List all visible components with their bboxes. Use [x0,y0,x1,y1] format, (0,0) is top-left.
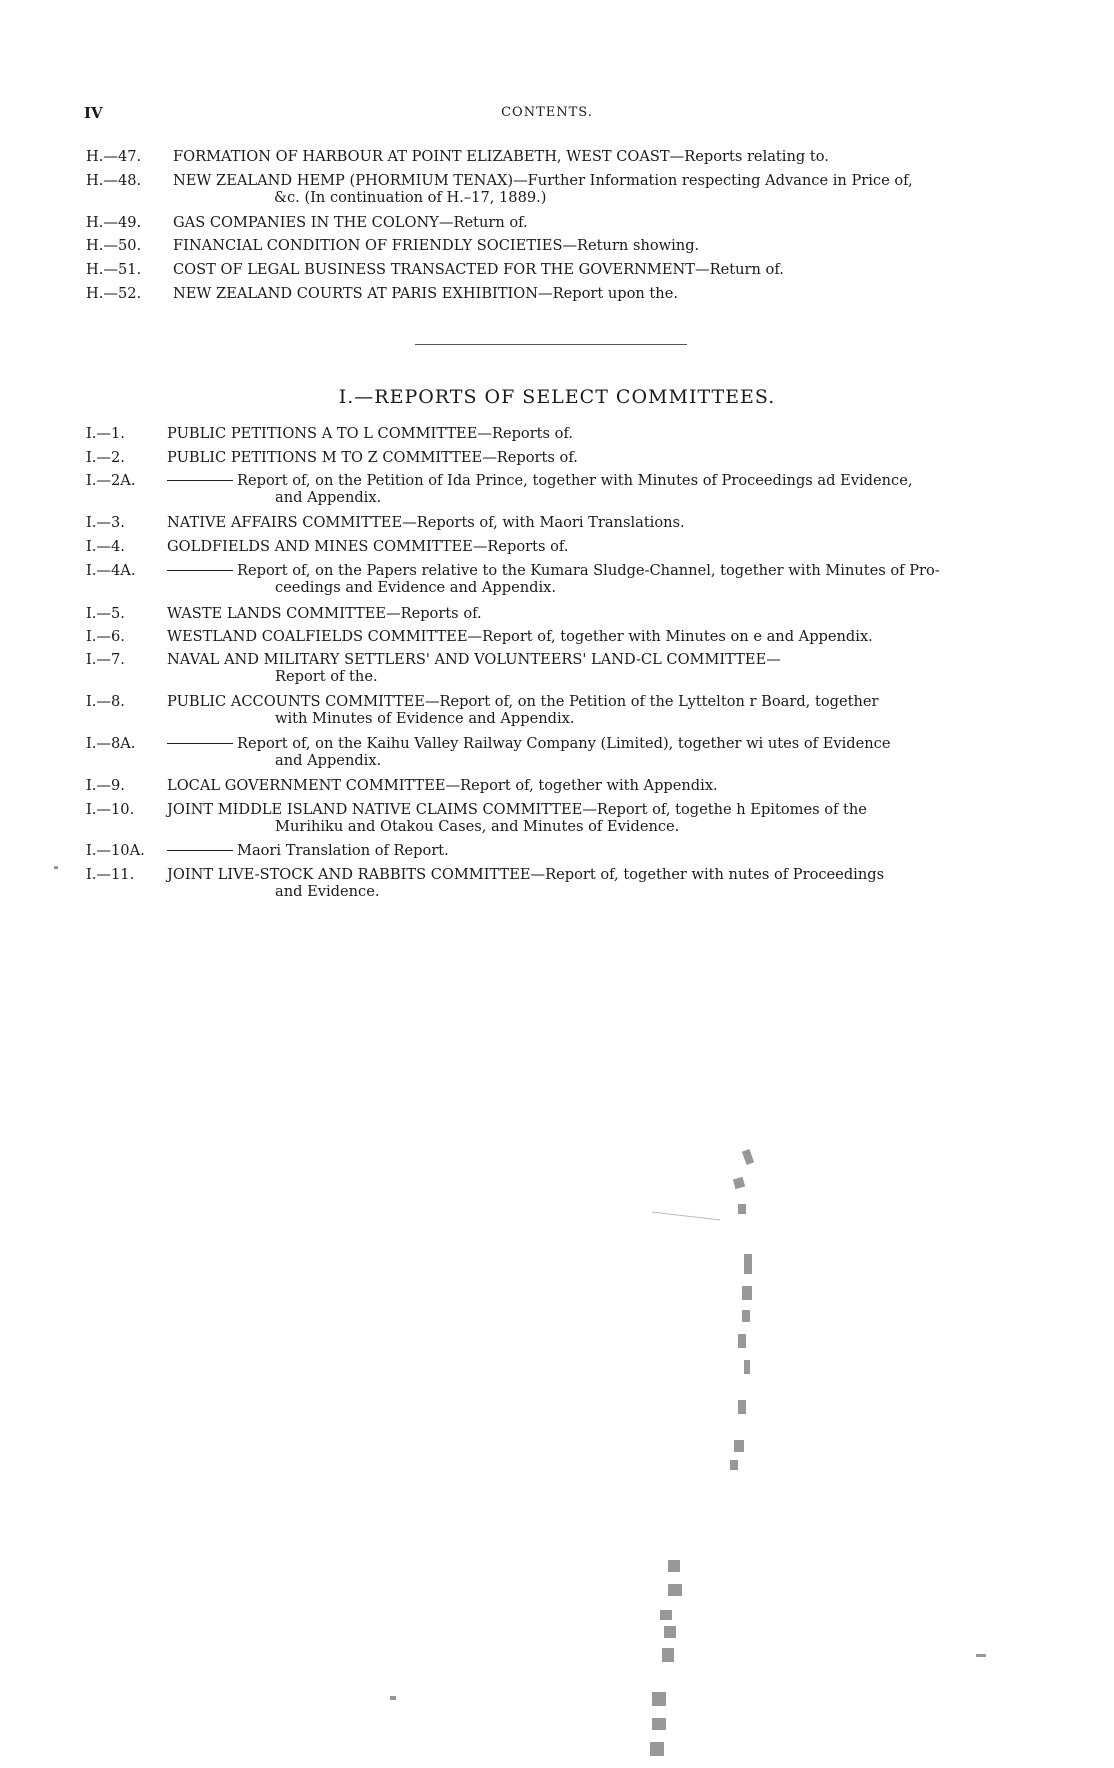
entry-title-text: Report of, on the Kaihu Valley Railway Company (Limited), together wi utes of Evidence [237,735,891,752]
entry-code: I.—10. [86,801,135,818]
entry-continuation: and Appendix. [275,752,382,769]
entry-title: GOLDFIELDS AND MINES COMMITTEE—Reports of. [167,538,569,555]
entry-code: I.—10A. [86,842,145,859]
ditto-dash [167,570,233,571]
entry-continuation: ceedings and Evidence and Appendix. [275,579,557,596]
running-title: CONTENTS. [501,105,593,120]
entry-title: JOINT LIVE-STOCK AND RABBITS COMMITTEE—Report of, together with nutes of Proceedings [167,866,885,883]
entry-code: I.—4. [86,538,125,555]
entry-code: H.—51. [86,261,142,278]
entry-code: I.—7. [86,651,125,668]
entry-code: H.—47. [86,148,142,165]
entry-code: I.—8A. [86,735,136,752]
entry-code: I.—6. [86,628,125,645]
entry-title [167,842,449,859]
entry-title [167,472,913,489]
entry-continuation: and Evidence. [275,883,380,900]
entry-continuation: Report of the. [275,668,378,685]
entry-code: I.—1. [86,425,125,442]
entry-title: NATIVE AFFAIRS COMMITTEE—Reports of, with Maori Translations. [167,514,685,531]
entry-title: PUBLIC ACCOUNTS COMMITTEE—Report of, on the Petition of the Lyttelton r Board, together [167,693,879,710]
entry-code: H.—52. [86,285,142,302]
entry-code: I.—8. [86,693,125,710]
entry-code: I.—5. [86,605,125,622]
entry-title: JOINT MIDDLE ISLAND NATIVE CLAIMS COMMITTEE—Report of, togethe h Epitomes of the [167,801,867,818]
entry-title: NEW ZEALAND HEMP (PHORMIUM TENAX)—Further Information respecting Advance in Price of, [173,172,913,189]
entry-title [167,562,940,579]
entry-code: H.—49. [86,214,142,231]
entry-code: I.—2A. [86,472,136,489]
entry-continuation: Murihiku and Otakou Cases, and Minutes of Evidence. [275,818,680,835]
entry-title: WESTLAND COALFIELDS COMMITTEE—Report of, together with Minutes on e and Appendix. [167,628,873,645]
entry-title [167,735,890,752]
entry-title: FINANCIAL CONDITION OF FRIENDLY SOCIETIES—Return showing. [173,237,700,254]
entry-title-text: Report of, on the Petition of Ida Prince, together with Minutes of Proceedings ad Evidence, [237,472,913,489]
entry-code: H.—48. [86,172,142,189]
entry-title: PUBLIC PETITIONS A TO L COMMITTEE—Reports of. [167,425,573,442]
entry-title-text: Maori Translation of Report. [237,842,449,859]
entry-title: NAVAL AND MILITARY SETTLERS' AND VOLUNTEERS' LAND-CL COMMITTEE— [167,651,781,668]
entry-continuation: with Minutes of Evidence and Appendix. [275,710,575,727]
entry-title: WASTE LANDS COMMITTEE—Reports of. [167,605,482,622]
entry-code: I.—9. [86,777,125,794]
entry-title: FORMATION OF HARBOUR AT POINT ELIZABETH, WEST COAST—Reports relating to. [173,148,829,165]
entry-title: NEW ZEALAND COURTS AT PARIS EXHIBITION—Report upon the. [173,285,678,302]
page-number: IV [84,104,103,122]
ditto-dash [167,850,233,851]
entry-continuation: and Appendix. [275,489,382,506]
ditto-dash [167,743,233,744]
entry-code: H.—50. [86,237,142,254]
entry-code: I.—4A. [86,562,136,579]
entry-continuation: &c. (In continuation of H.–17, 1889.) [274,189,547,206]
section-heading: I.—REPORTS OF SELECT COMMITTEES. [338,386,776,408]
entry-title: COST OF LEGAL BUSINESS TRANSACTED FOR THE GOVERNMENT—Return of. [173,261,784,278]
entry-code: I.—11. [86,866,135,883]
entry-code: I.—3. [86,514,125,531]
entry-title: GAS COMPANIES IN THE COLONY—Return of. [173,214,528,231]
section-divider [415,344,687,345]
ditto-dash [167,480,233,481]
entry-title: PUBLIC PETITIONS M TO Z COMMITTEE—Reports of. [167,449,578,466]
entry-title-text: Report of, on the Papers relative to the Kumara Sludge-Channel, together with Minutes of Pro- [237,562,940,579]
entry-code: I.—2. [86,449,125,466]
entry-title: LOCAL GOVERNMENT COMMITTEE—Report of, together with Appendix. [167,777,718,794]
